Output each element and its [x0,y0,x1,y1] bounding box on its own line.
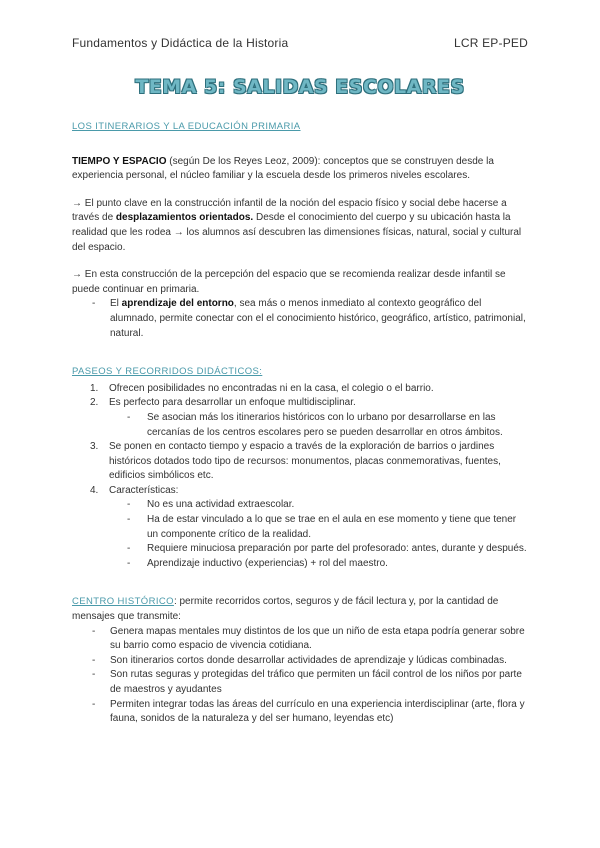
list-item [72,484,530,572]
section-title-itinerarios: LOS ITINERARIOS Y LA EDUCACIÓN PRIMARIA [72,121,301,132]
section-title-centro: CENTRO HISTÓRICO [72,596,174,608]
list-item: - Genera mapas mentales muy distintos de los que un niño de esta etapa podría generar sobre su barrio como espacio de vivencia cotidiana. [72,625,530,654]
paragraph-text: Desde el conocimiento del cuerpo y su ubicación hasta la realidad que les rodea → los alumnos así descubren las dimensiones físicas, natural, social y cultural del espacio. [72,212,522,253]
bullet-text: El [110,298,122,310]
item-text: Se ponen en contacto tiempo y espacio a través de la exploración de barrios o jardines históricos dotados todo tipo de recursos: monumentos, placas conmemorativas, fuentes, edificios simbólicos etc. [109,441,501,482]
document-body [72,120,530,727]
sub-list-item: - No es una actividad extraescolar. [72,498,530,513]
list-item [72,396,530,440]
page-title: TEMA 5: SALIDAS ESCOLARES [135,76,465,98]
item-number: 2. [90,397,99,409]
item-number: 1. [90,382,99,394]
list-item: - Permiten integrar todas las áreas del currículo en una experiencia interdisciplinar (arte, flora y fauna, sonidos de la naturaleza y del ser humano, leyendas etc) [72,698,530,727]
item-text: Es perfecto para desarrollar un enfoque multidisciplinar. [109,397,356,409]
bullet-list [72,625,530,727]
paragraph-text: (según De los Reyes Leoz, 2009): conceptos que se construyen desde la experiencia personal, el núcleo familiar y la escuela desde los primeros niveles escolares. [72,155,494,182]
header-course-title: Fundamentos y Didáctica de la Historia [72,36,289,50]
sub-list [72,411,530,440]
item-number: 3. [90,441,99,453]
sub-list [72,498,530,571]
term-aprendizaje-entorno: aprendizaje del entorno [121,298,234,310]
section-title-paseos: PASEOS Y RECORRIDOS DIDÁCTICOS: [72,366,263,378]
bullet-text: , sea más o menos inmediato al contexto geográfico del alumnado, permite conectar con el el conocimiento histórico, geográfico, artístico, patrimonial, natural. [110,298,526,339]
paragraph-tiempo-espacio [72,155,530,184]
paragraph-text: → El punto clave en la construcción infantil de la noción del espacio físico y social debe hacerse a través de [72,197,507,224]
item-text: Características: [109,484,179,496]
sub-list-item: - Aprendizaje inductivo (experiencias) + rol del maestro. [72,557,530,572]
list-item [72,440,530,484]
paragraph-centro-historico [72,595,530,624]
item-number: 4. [90,484,99,496]
list-item [72,382,530,397]
paragraph-text: : permite recorridos cortos, seguros y de fácil lectura y, por la cantidad de mensajes que transmite: [72,596,499,623]
sub-list-item: - Se asocian más los itinerarios históricos con lo urbano por desarrollarse en las cercanías de los centros escolares pero se pueden desarrollar en otros ámbitos. [72,411,530,440]
sub-list-item: - Requiere minuciosa preparación por parte del profesorado: antes, durante y después. [72,542,530,557]
sub-list-item: - Ha de estar vinculado a lo que se trae en el aula en ese momento y tiene que tener un componente crítico de la realidad. [72,513,530,542]
paragraph-percepcion: → En esta construcción de la percepción del espacio que se recomienda realizar desde infantil se puede continuar en primaria. [72,269,506,295]
item-text: Ofrecen posibilidades no encontradas ni en la casa, el colegio o el barrio. [109,382,434,394]
list-item [72,297,530,341]
paragraph-punto-clave [72,197,530,255]
list-item: - Son itinerarios cortos donde desarrollar actividades de aprendizaje y lúdicas combinadas. [72,654,530,669]
term-desplazamientos: desplazamientos orientados. [115,212,254,224]
numbered-list [72,382,530,572]
header-group-code: LCR EP-PED [453,36,528,50]
list-item: - Son rutas seguras y protegidas del tráfico que permiten un fácil control de los niños por parte de maestros y ayudantes [72,668,530,697]
term-tiempo-espacio: TIEMPO Y ESPACIO [72,155,167,167]
bullet-list [72,297,530,341]
